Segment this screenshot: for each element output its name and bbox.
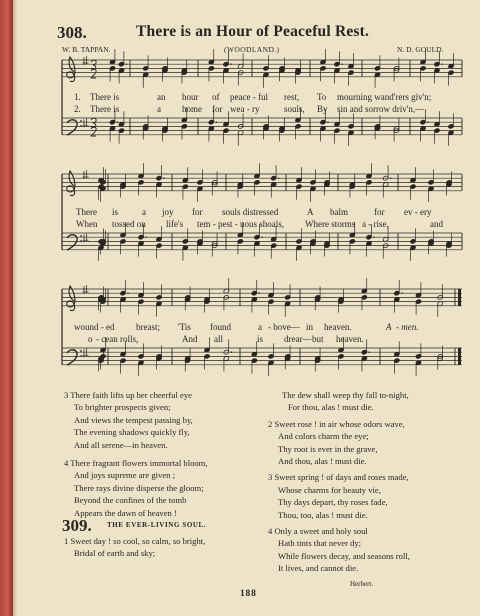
verse-line: The evening shadows quickly fly, — [74, 427, 190, 438]
lyric-syllable: all — [214, 334, 223, 344]
dot — [261, 236, 263, 238]
verse-line: And joys supreme are given ; — [74, 470, 175, 481]
sharp-icon — [83, 170, 89, 179]
lyric-syllable: souls distressed — [222, 207, 279, 217]
verse-line: To brighter prospects given; — [74, 402, 171, 413]
verse-line: The dew shall weep thy fall to-night, — [282, 390, 409, 400]
lyric-syllable: - bove— — [268, 322, 300, 332]
lyric-syllable: 'Tis — [178, 322, 191, 332]
lyric-syllable: And — [182, 334, 198, 344]
lyric-line-2 — [62, 104, 466, 116]
lyric-syllable: A — [386, 322, 392, 332]
dot — [259, 292, 261, 294]
final-bar-line — [458, 348, 461, 365]
sharp-icon — [83, 348, 89, 357]
sharp-icon — [83, 233, 89, 242]
verse-line: Thy root is ever in the grave, — [278, 443, 378, 454]
dot — [216, 121, 218, 123]
treble-clef-icon — [67, 57, 75, 82]
verse-line: 3 There faith lifts up her cheerful eye — [64, 390, 192, 400]
dot — [401, 292, 403, 294]
verse-block-right — [268, 389, 458, 575]
bass-clef-icon — [80, 350, 82, 352]
lyric-syllable: wea - ry — [230, 104, 260, 114]
lyric-syllable: heaven. — [336, 334, 364, 344]
verse-line: 4 There fragrant flowers immortal bloom, — [64, 458, 208, 469]
lyric-syllable: By — [317, 104, 328, 114]
lyric-syllable: drear— — [284, 334, 312, 344]
verse-number: 1. — [74, 92, 81, 102]
page-number: 188 — [240, 589, 257, 599]
verse-line: 4 Only a sweet and holy soul — [268, 526, 368, 537]
lyric-syllable: is — [112, 207, 119, 217]
verse-line: 1 Sweet day ! so cool, so calm, so bright, — [64, 536, 206, 546]
sharp-icon — [83, 285, 89, 294]
lyric-syllable: There is — [90, 92, 120, 102]
hymn-309-author: Herbert. — [350, 580, 374, 588]
dot — [163, 177, 165, 179]
verse-line: There rays divine disperse the gloom; — [74, 482, 204, 493]
time-signature-icon — [91, 60, 96, 69]
lyric-syllable: mourning wand'rers giv'n; — [337, 92, 432, 102]
lyric-syllable: - men. — [396, 322, 419, 332]
lyric-syllable: heaven. — [324, 322, 352, 332]
time-signature-icon — [91, 118, 96, 127]
verse-line: And all serene—in heaven. — [74, 439, 168, 450]
lyric-syllable: a — [258, 322, 262, 332]
lyric-syllable: tem - pest - uous shoals, — [197, 219, 284, 229]
verse-block-left — [64, 389, 244, 519]
verse-line: Appears the dawn of heaven ! — [74, 507, 177, 518]
dot — [369, 351, 371, 353]
verse-number: 3 — [268, 472, 273, 483]
lyric-syllable: a - rise, — [362, 219, 389, 229]
dot — [127, 292, 129, 294]
verse-line: And colors charm the eye; — [278, 431, 369, 442]
lyric-line-6 — [62, 334, 466, 346]
lyric-line-4 — [62, 219, 466, 231]
hymn-309-number: 309. — [62, 516, 92, 535]
hymn-title: There is an Hour of Peaceful Rest. — [136, 23, 370, 40]
dot — [427, 121, 429, 123]
lyric-syllable: in — [306, 322, 314, 332]
verse-line: Whose charms for beauty vie, — [278, 484, 381, 495]
verse-line: Beyond the confines of the tomb — [74, 495, 187, 506]
bass-clef-icon — [80, 235, 82, 237]
lyric-syllable: hour — [182, 92, 199, 102]
music-credit: N. D. GOULD. — [397, 45, 444, 54]
lyric-syllable: sin and sorrow driv'n,— — [337, 104, 425, 114]
dot — [441, 63, 443, 65]
bass-clef-icon — [80, 125, 82, 127]
bass-clef-icon — [80, 120, 82, 122]
verse-line: Thy days depart, thy roses fade, — [278, 497, 388, 508]
hymn-number: 308. — [57, 23, 87, 42]
dot — [230, 63, 232, 65]
verse-line: It lives, and cannot die. — [278, 563, 359, 574]
verse-line: For thou, alas ! must die. — [288, 402, 374, 413]
lyric-syllable: There is — [90, 104, 120, 114]
bass-clef-icon — [80, 355, 82, 357]
lyric-syllable: home — [182, 104, 202, 114]
verse-line: And thou, alas ! must die. — [278, 456, 367, 467]
lyric-syllable: joy — [162, 207, 174, 217]
verse-number: 4 — [268, 526, 273, 537]
lyric-syllable: for — [212, 104, 223, 114]
verse-line: 3 Sweet spring ! of days and roses made, — [268, 472, 409, 483]
lyric-syllable: tossed on — [112, 219, 146, 229]
verse-line: And views the tempest passing by, — [74, 414, 193, 425]
verse-number: 2 — [268, 418, 273, 429]
tune-name: (WOODLAND.) — [224, 45, 280, 54]
hymn-309-verse-1 — [64, 535, 254, 560]
sharp-icon — [83, 56, 89, 65]
lyric-line-5 — [62, 322, 466, 334]
hymn-309-title: THE EVER-LIVING SOUL. — [107, 521, 207, 529]
dot — [327, 121, 329, 123]
verse-number: 3 — [64, 390, 69, 400]
lyric-syllable: balm — [330, 207, 348, 217]
sharp-icon — [83, 118, 89, 127]
verse-line: Hath tints that never dy; — [278, 538, 362, 549]
lyric-syllable: To — [317, 92, 327, 102]
lyric-syllable: o — [88, 334, 93, 344]
lyric-syllable: rest, — [284, 92, 300, 102]
lyric-syllable: ev - ery — [404, 207, 432, 217]
lyric-syllable: of — [212, 92, 220, 102]
lyric-line-3 — [62, 207, 466, 219]
verse-line: 2 Sweet rose ! in air whose odors wave, — [268, 418, 405, 429]
lyric-syllable: a — [142, 207, 146, 217]
lyric-syllable: A — [307, 207, 314, 217]
dot — [278, 177, 280, 179]
dot — [341, 63, 343, 65]
verse-line: While flowers decay, and seasons roll, — [278, 550, 410, 561]
final-bar-line — [458, 289, 461, 306]
lyric-syllable: for — [374, 207, 385, 217]
dot — [145, 236, 147, 238]
verse-number: 2. — [74, 104, 81, 114]
lyric-syllable: souls, — [284, 104, 305, 114]
lyric-syllable: When — [76, 219, 98, 229]
lyric-syllable: Where storms — [305, 219, 356, 229]
dot — [126, 63, 128, 65]
dot — [231, 351, 233, 353]
lyric-syllable: an — [157, 92, 166, 102]
lyric-syllable: wound - ed — [74, 322, 115, 332]
words-credit: W. B. TAPPAN. — [62, 45, 111, 54]
dot — [117, 121, 119, 123]
verse-line: Thou, too, alas ! must die. — [278, 509, 368, 520]
dot — [390, 177, 392, 179]
bass-clef-icon — [80, 240, 82, 242]
dot — [373, 236, 375, 238]
lyric-syllable: for — [192, 207, 203, 217]
treble-clef-icon — [67, 286, 75, 311]
lyric-syllable: found — [210, 322, 231, 332]
lyric-syllable: There — [76, 207, 97, 217]
lyric-syllable: - cean rolls, — [96, 334, 139, 344]
lyric-syllable: but — [312, 334, 324, 344]
verse-line: Bridal of earth and sky; — [74, 548, 156, 559]
lyric-syllable: life's — [166, 219, 184, 229]
lyric-syllable: and — [430, 219, 443, 229]
verse-number: 4 — [64, 458, 69, 469]
lyric-syllable: a — [157, 104, 161, 114]
lyric-syllable: peace - ful — [230, 92, 268, 102]
lyric-line-1 — [62, 92, 466, 104]
lyric-syllable: is — [257, 334, 264, 344]
verse-number: 1 — [64, 536, 69, 546]
treble-clef-icon — [67, 171, 75, 196]
lyric-syllable: breast; — [136, 322, 160, 332]
